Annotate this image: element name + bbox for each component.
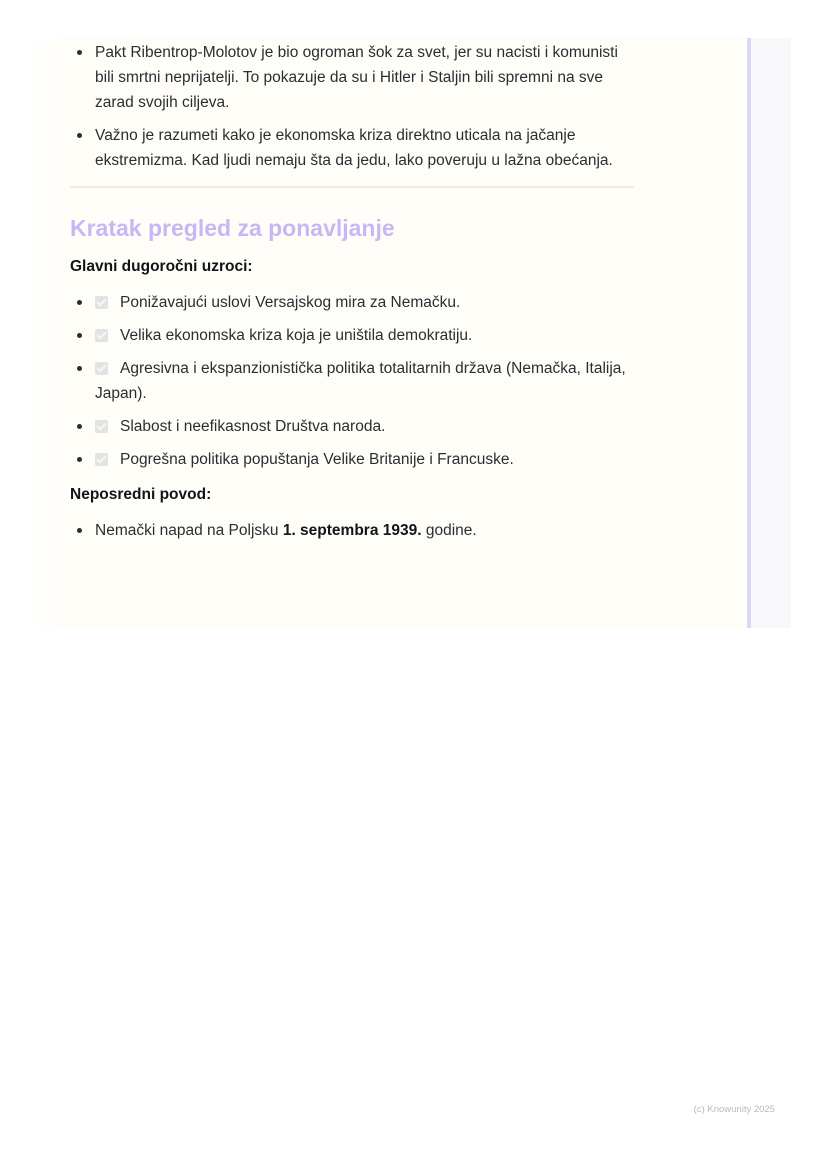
checkbox-checked-icon[interactable]	[95, 453, 108, 466]
cause-item	[70, 323, 640, 348]
trigger-text: Nemački napad na Poljsku	[95, 522, 283, 539]
causes-list	[70, 290, 640, 472]
cause-text: Agresivna i ekspanzionistička politika totalitarnih država (Nemačka, Italija, Japan).	[95, 360, 626, 402]
checkbox-checked-icon[interactable]	[95, 420, 108, 433]
cause-item	[70, 447, 640, 472]
cause-text: Slabost i neefikasnost Društva naroda.	[120, 418, 386, 435]
section-divider	[70, 186, 634, 188]
note-item: Pakt Ribentrop-Molotov je bio ogroman šok za svet, jer su nacisti i komunisti bili smrtni neprijatelji. To pokazuje da su i Hitler i Staljin bili spremni na sve zarad svojih ciljeva.	[70, 40, 640, 115]
notes-list	[70, 40, 640, 173]
checkbox-checked-icon[interactable]	[95, 296, 108, 309]
checkbox-checked-icon[interactable]	[95, 329, 108, 342]
cause-item	[70, 290, 640, 315]
checkbox-checked-icon[interactable]	[95, 362, 108, 375]
cause-text: Pogrešna politika popuštanja Velike Britanije i Francuske.	[120, 451, 514, 468]
trigger-date: 1. septembra 1939.	[282, 522, 422, 539]
cause-text: Ponižavajući uslovi Versajskog mira za Nemačku.	[120, 294, 461, 311]
cause-text: Velika ekonomska kriza koja je uništila demokratiju.	[120, 327, 473, 344]
causes-heading: Glavni dugoročni uzroci:	[70, 258, 253, 275]
cause-item	[70, 414, 640, 439]
note-item: Važno je razumeti kako je ekonomska kriza direktno uticala na jačanje ekstremizma. Kad ljudi nemaju šta da jedu, lako poveruju u lažna obećanja.	[70, 123, 640, 173]
copyright-footer: (c) Knowunity 2025	[693, 1104, 775, 1115]
trigger-item	[70, 518, 640, 543]
trigger-list	[70, 518, 640, 543]
trigger-text-end: godine.	[421, 522, 477, 539]
document-content	[70, 38, 640, 543]
trigger-heading: Neposredni povod:	[70, 486, 212, 503]
cause-item	[70, 356, 640, 406]
section-title: Kratak pregled za ponavljanje	[70, 215, 395, 241]
side-panel	[751, 38, 791, 628]
